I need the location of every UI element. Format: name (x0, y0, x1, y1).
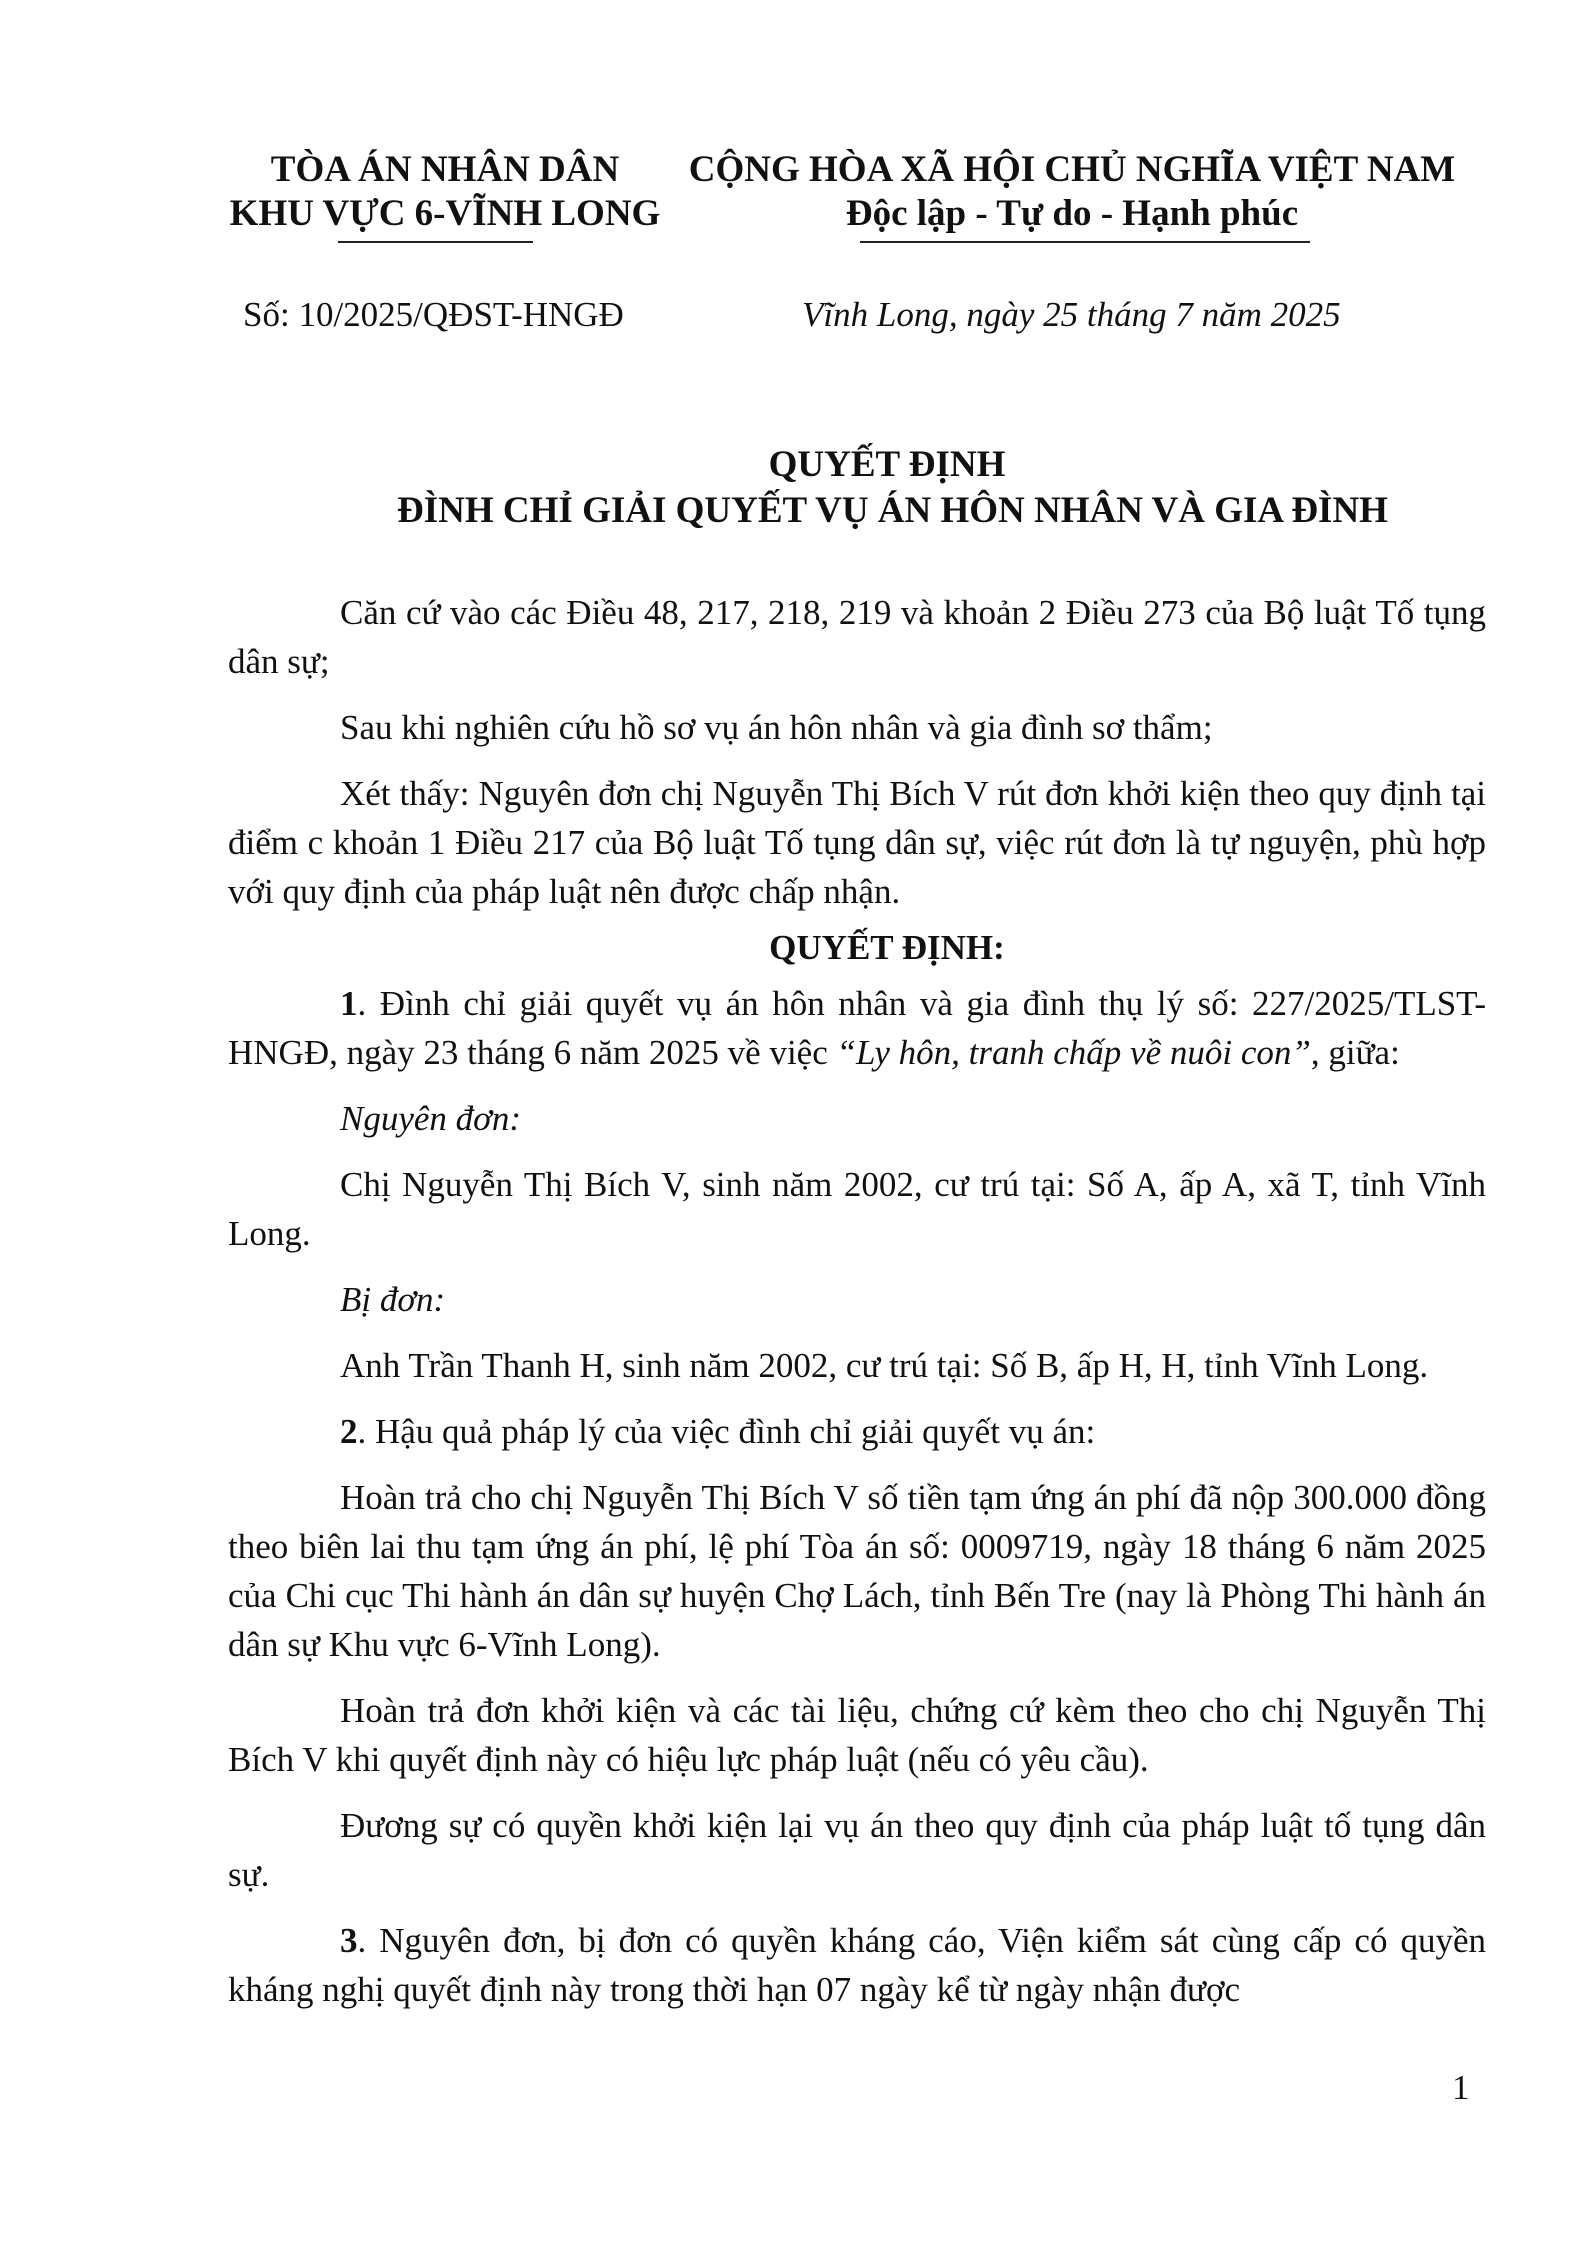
national-motto (672, 148, 1472, 236)
item-1-tail: , giữa: (1310, 1033, 1400, 1072)
national-title: CỘNG HÒA XÃ HỘI CHỦ NGHĨA VIỆT NAM (688, 149, 1456, 190)
decision-number: Số: 10/2025/QĐST-HNGĐ (243, 295, 624, 334)
study-paragraph: Sau khi nghiên cứu hồ sơ vụ án hôn nhân và gia đình sơ thẩm; (340, 708, 1213, 747)
court-name-line2: KHU VỰC 6-VĨNH LONG (229, 193, 661, 234)
defendant-paragraph: Anh Trần Thanh H, sinh năm 2002, cư trú tại: Số B, ấp H, H, tỉnh Vĩnh Long. (340, 1346, 1429, 1385)
item-1-number: 1 (340, 984, 358, 1023)
consider-paragraph: Xét thấy: Nguyên đơn chị Nguyễn Thị Bích V rút đơn khởi kiện theo quy định tại điểm c khoản 1 Điều 217 của Bộ luật Tố tụng dân sự, việc rút đơn là tự nguyện, phù hợp với quy định của pháp luật nên được chấp nhận. (228, 774, 1486, 911)
plaintiff-label: Nguyên đơn: (340, 1099, 521, 1138)
basis-paragraph: Căn cứ vào các Điều 48, 217, 218, 219 và khoản 2 Điều 273 của Bộ luật Tố tụng dân sự; (228, 593, 1486, 681)
national-motto-underline (860, 241, 1310, 243)
decision-item-1 (228, 979, 1486, 1077)
decision-heading: QUYẾT ĐỊNH: (769, 928, 1005, 967)
court-name-line1: TÒA ÁN NHÂN DÂN (270, 149, 620, 190)
item-3-number: 3 (340, 1921, 358, 1960)
place-date: Vĩnh Long, ngày 25 tháng 7 năm 2025 (802, 295, 1341, 334)
court-name-underline (338, 241, 533, 243)
national-motto-line: Độc lập - Tự do - Hạnh phúc (845, 193, 1299, 234)
document-title: QUYẾT ĐỊNH (768, 444, 1006, 485)
refund-docs-paragraph: Hoàn trả đơn khởi kiện và các tài liệu, chứng cứ kèm theo cho chị Nguyễn Thị Bích V khi quyết định này có hiệu lực pháp luật (nếu có yêu cầu). (228, 1691, 1486, 1779)
refund-fee-paragraph: Hoàn trả cho chị Nguyễn Thị Bích V số tiền tạm ứng án phí đã nộp 300.000 đồng theo biên lai thu tạm ứng án phí, lệ phí Tòa án số: 0009719, ngày 18 tháng 6 năm 2025 của Chi cục Thi hành án dân sự huyện Chợ Lách, tỉnh Bến Tre (nay là Phòng Thi hành án dân sự Khu vực 6-Vĩnh Long). (228, 1478, 1486, 1664)
decision-item-2 (228, 1407, 1486, 1456)
court-name (210, 148, 680, 236)
item-2-text: . Hậu quả pháp lý của việc đình chỉ giải quyết vụ án: (357, 1412, 1096, 1451)
page-number: 1 (1452, 2068, 1470, 2107)
plaintiff-paragraph: Chị Nguyễn Thị Bích V, sinh năm 2002, cư trú tại: Số A, ấp A, xã T, tỉnh Vĩnh Long. (228, 1165, 1486, 1253)
decision-item-3 (228, 1916, 1486, 2014)
item-1-text: . Đình chỉ giải quyết vụ án hôn nhân và gia đình thụ lý số: 227/2025/TLST-HNGĐ, ngày 23 tháng 6 năm 2025 về việc (228, 984, 1486, 1072)
defendant-label: Bị đơn: (340, 1280, 446, 1319)
document-body (228, 588, 1486, 2014)
document-subtitle: ĐÌNH CHỈ GIẢI QUYẾT VỤ ÁN HÔN NHÂN VÀ GIA ĐÌNH (397, 490, 1388, 531)
item-1-case-name: “Ly hôn, tranh chấp về nuôi con” (836, 1033, 1311, 1072)
relitigate-paragraph: Đương sự có quyền khởi kiện lại vụ án theo quy định của pháp luật tố tụng dân sự. (228, 1806, 1486, 1894)
item-2-number: 2 (340, 1412, 358, 1451)
item-3-text: . Nguyên đơn, bị đơn có quyền kháng cáo, Viện kiểm sát cùng cấp có quyền kháng nghị quyết định này trong thời hạn 07 ngày kể từ ngày nhận được (228, 1921, 1486, 2009)
